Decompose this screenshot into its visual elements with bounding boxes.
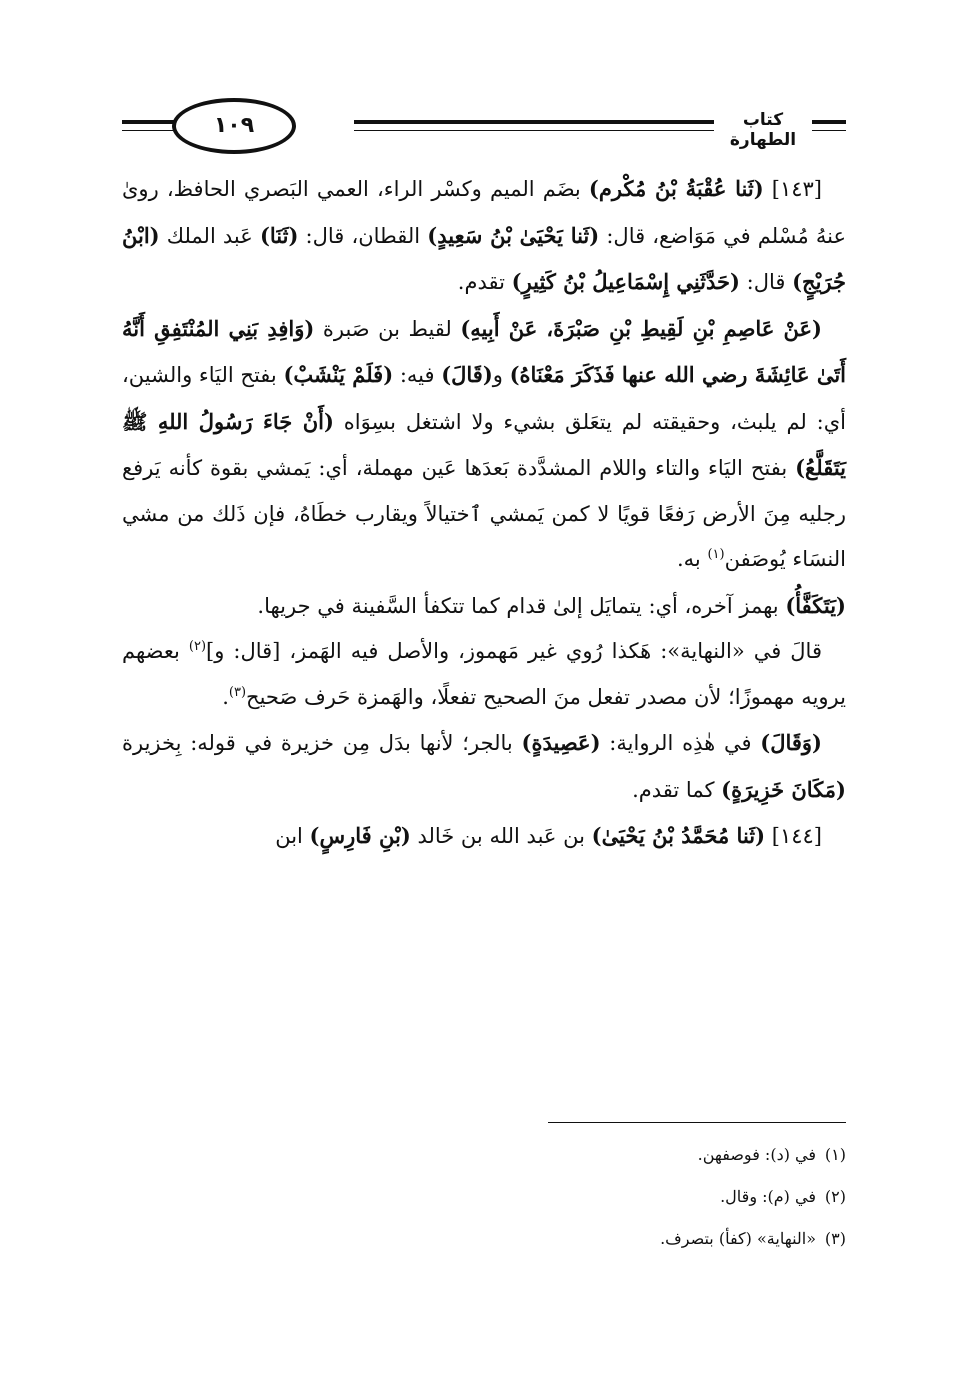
commentary-text: . (222, 684, 229, 709)
quoted-text: (بْنِ فَارِسٍ) (309, 823, 411, 848)
quoted-text: (حَدَّثَنِي إِسْمَاعِيلُ بْنُ كَثِيرٍ) (511, 269, 740, 294)
quoted-text: (وَافِدِ بَنِي المُنْتَفِقِ أَنَّهُ أَتَىٰ عَائِشَةَ رضي الله عنها فَذَكَرَ مَعْنَاهُ) (122, 315, 846, 387)
quoted-text: (وَقَالَ) (760, 730, 822, 755)
quoted-text: (ثَنا مُحَمَّدُ بْنُ يَحْيَىٰ) (591, 823, 766, 848)
commentary-text: تقدم. (457, 270, 512, 294)
header-rule-far-right (812, 120, 846, 131)
commentary-text: قال: (739, 270, 793, 294)
footnote-number: (٢) (824, 1187, 846, 1206)
commentary-text: و (492, 363, 510, 387)
page-header (122, 98, 846, 156)
footnote-text: في (م): وقال. (720, 1187, 816, 1206)
paragraph-usayda-paragraph (122, 720, 846, 813)
quoted-text: (قَالَ) (441, 362, 493, 387)
commentary-text: كما تقدم. (632, 777, 722, 802)
commentary-text: القطان، قال: (298, 223, 428, 248)
commentary-text: عَبد الملك (159, 223, 260, 248)
commentary-text: [١٤٣] (763, 177, 822, 201)
commentary-text: بالجر؛ لأنها بدَل مِن خزيرة في قوله: بِخزيرة (122, 731, 522, 755)
quoted-text: (يَتَكَفَّأُ) (785, 592, 846, 618)
commentary-text: لقيط بن صَبرة (314, 316, 461, 341)
quoted-text: (ثَنا يَحْيَىٰ بْنُ سَعِيدٍ) (427, 222, 600, 248)
footnote-ref: (٣) (228, 684, 247, 700)
quoted-text: (فَلَمْ يَنْشَبْ) (283, 362, 394, 387)
quoted-text: (ثَنا عُقْبَةُ بْنُ مُكْرم) (588, 176, 764, 201)
footnote-number: (٣) (824, 1229, 846, 1248)
quoted-text: (عَصِيدَةٍ) (521, 730, 601, 755)
footnote-ref: (٢) (188, 639, 207, 654)
commentary-text: بضَم الميم وكسْر الراء، العمي البَصري الحافظ، روىٰ عنهُ مُسْلم في مَوَاضع، قال: (122, 177, 846, 248)
footnote-item (460, 1176, 846, 1218)
quoted-text: (عَنْ عَاصِمِ بْنِ لَقِيطِ بْنِ صَبْرَةَ، عَنْ أَبِيهِ) (460, 315, 822, 341)
body-text (122, 166, 846, 860)
quoted-text: (ثَنَا) (259, 222, 299, 248)
commentary-text: قالَ في «النهاية»: هَكذا رُوي غير مَهموز، والأصل فيه الهَمز، [قال: و] (206, 639, 822, 663)
commentary-text: بن عَبد الله بن خَالد (410, 824, 592, 848)
quoted-text: (مَكَانَ خَزِيرَةٍ) (721, 776, 846, 802)
paragraph-nihaya-paragraph (122, 629, 846, 720)
paragraph-yatakaffa-paragraph (122, 583, 846, 630)
commentary-text: بفتح اليَاء والتاء واللام المشدَّدة بَعدَها عَين مهملة، أي: يَمشي بقوة كأنه يَرفع رجليه مِنَ الأرض رَفعًا قويًا لا كمن يَمشي ٱختيالاً ويقارب خطَاهُ، فإن ذَلك من مشي النسَاء يُوصَفن (122, 456, 846, 571)
commentary-text: به. (677, 547, 708, 571)
footnote-item (460, 1218, 846, 1260)
commentary-text: بعضهم يرويه مهموزًا؛ لأن مصدر تفعل منَ الصحيح تفعلًا، والهَمزة حَرف صَحيح (122, 639, 846, 709)
footnote-item (460, 1134, 846, 1176)
commentary-text: فيه: (393, 363, 442, 387)
commentary-text: بفتح اليَاء والشين، أي: لم يلبث، وحقيقته لم يتعَلق بشيء ولا اشتغل بسِوَاه (122, 363, 846, 434)
footnote-number: (١) (824, 1145, 846, 1164)
footnote-ref: (١) (707, 547, 725, 562)
paragraph-entry-143 (122, 166, 846, 306)
paragraph-asim-paragraph (122, 306, 846, 583)
footnote-text: «النهاية» (كفأ) بتصرف. (660, 1229, 816, 1248)
commentary-text: في هٰذِه الرواية: (600, 731, 761, 755)
commentary-text: بهمز آخره، أي: يتمايَل إلىٰ قدام كما تتكفأ السَّفينة في جريها. (257, 593, 786, 618)
paragraph-entry-144 (122, 813, 846, 860)
commentary-text: ابن (275, 824, 310, 848)
quoted-text: (ابْنُ جُرَيْجٍ) (122, 222, 846, 294)
header-rule-right (354, 120, 714, 131)
footnote-separator (548, 1122, 846, 1123)
book-title: كتاب الطهارة (729, 110, 797, 150)
footnote-text: في (د): فوصفهن. (697, 1145, 816, 1164)
footnotes (460, 1134, 846, 1260)
quoted-text: (أَنْ جَاءَ رَسُولُ اللهِ ﷺ يَتَقَلَّعُ) (122, 408, 846, 480)
page-number: ١٠٩ (172, 98, 296, 154)
commentary-text: [١٤٤] (765, 824, 822, 848)
